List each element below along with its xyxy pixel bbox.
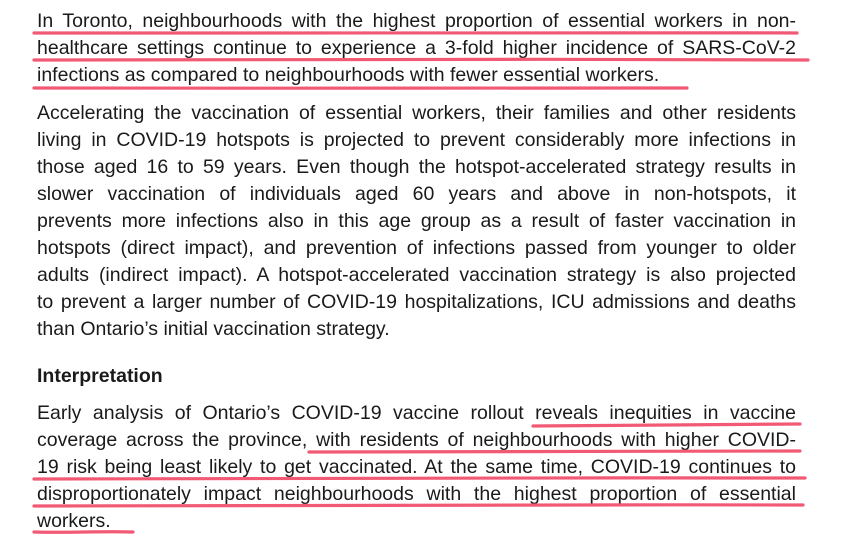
text-line: In Toronto, neighbourhoods with the highest proportion of essential workers in non-	[37, 10, 796, 32]
section-heading: Interpretation	[37, 365, 163, 387]
text-line: 19 risk being least likely to get vaccinated. At the same time, COVID-19 continues to	[37, 456, 796, 478]
text-line: healthcare settings continue to experience a 3-fold higher incidence of SARS-CoV-2	[37, 37, 796, 59]
text-line: Accelerating the vaccination of essential workers, their families and other residents	[37, 102, 796, 124]
text-line: hotspots (direct impact), and prevention of infections passed from younger to older	[37, 237, 796, 259]
text-line: adults (indirect impact). A hotspot-accelerated vaccination strategy is also projected	[37, 264, 796, 286]
text-line: those aged 16 to 59 years. Even though the hotspot-accelerated strategy results in	[37, 156, 796, 178]
text-line: slower vaccination of individuals aged 60 years and above in non-hotspots, it	[37, 183, 796, 205]
text-line: than Ontario’s initial vaccination strategy.	[37, 318, 390, 340]
text-line: prevents more infections also in this age group as a result of faster vaccination in	[37, 210, 796, 232]
text-line: coverage across the province, with residents of neighbourhoods with higher COVID-	[37, 429, 796, 451]
text-line: infections as compared to neighbourhoods with fewer essential workers.	[37, 64, 660, 86]
text-line: to prevent a larger number of COVID-19 hospitalizations, ICU admissions and deaths	[37, 291, 796, 313]
text-line: living in COVID-19 hotspots is projected to prevent considerably more infections in	[37, 129, 796, 151]
text-line: workers.	[37, 510, 111, 532]
text-line: disproportionately impact neighbourhoods with the highest proportion of essential	[37, 483, 796, 505]
text-line: Early analysis of Ontario’s COVID-19 vaccine rollout reveals inequities in vaccine	[37, 402, 796, 424]
